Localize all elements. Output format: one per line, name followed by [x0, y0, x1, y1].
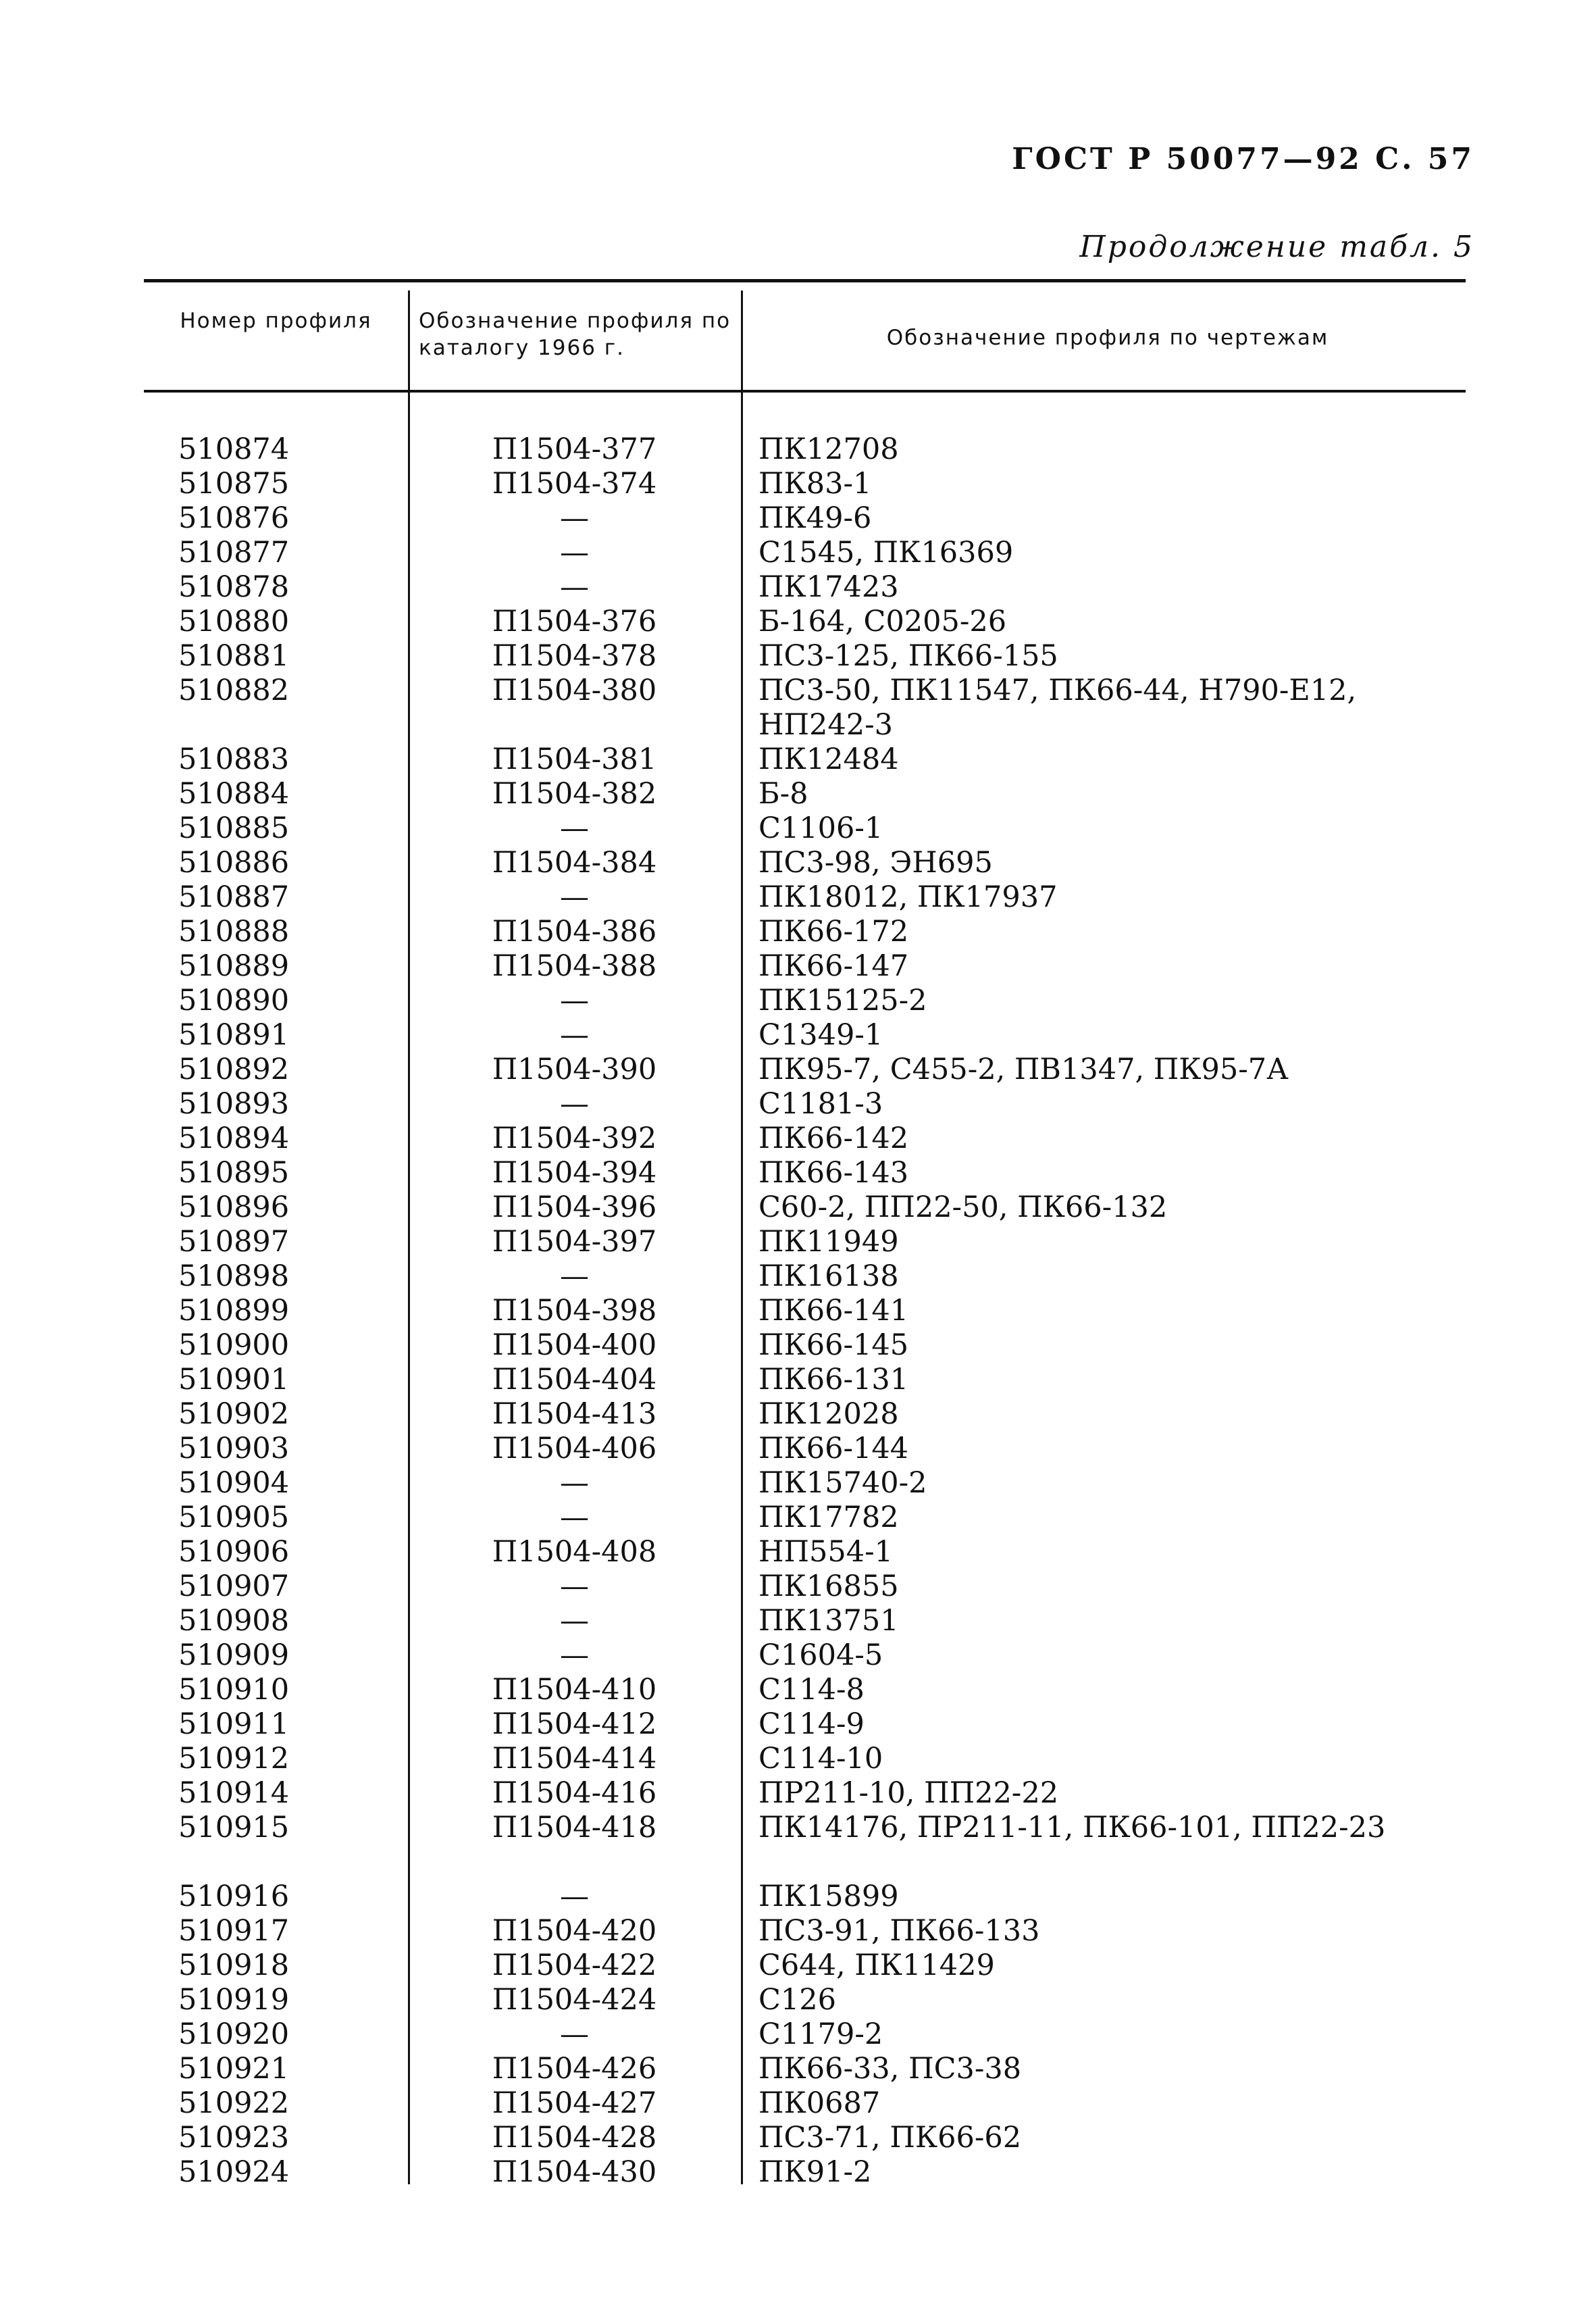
catalog-designation-cell: П1504-386 — [492, 915, 657, 949]
table-row — [0, 2121, 1596, 2155]
drawing-designation-cell: ПР211-10, ПП22-22 — [758, 1776, 1059, 1810]
drawing-designation-cell: ПК12708 — [758, 432, 899, 466]
table-row — [0, 915, 1596, 949]
table-row — [0, 1983, 1596, 2017]
catalog-designation-cell: П1504-408 — [492, 1535, 657, 1569]
catalog-designation-cell: П1504-416 — [492, 1776, 657, 1810]
table-row — [0, 811, 1596, 846]
profile-number-cell: 510875 — [178, 467, 290, 501]
drawing-designation-cell: ПК17782 — [758, 1501, 899, 1534]
drawing-designation-cell: С1349-1 — [758, 1018, 883, 1052]
drawing-designation-cell: Б-164, С0205-26 — [758, 605, 1007, 638]
catalog-designation-cell: П1504-390 — [492, 1053, 657, 1086]
drawing-designation-cell: ПК66-172 — [758, 915, 909, 949]
profile-number-cell: 510912 — [178, 1742, 290, 1776]
column-header-profile-number: Номер профиля — [180, 309, 372, 333]
catalog-designation-cell: — — [560, 1087, 589, 1121]
drawing-designation-cell: ПС3-71, ПК66-62 — [758, 2121, 1022, 2155]
drawing-designation-cell: Б-8 — [758, 777, 808, 811]
drawing-designation-cell: ПК11949 — [758, 1225, 899, 1259]
table-row — [0, 1948, 1596, 1983]
drawing-designation-cell: ПК15125-2 — [758, 984, 927, 1017]
table-row — [0, 2052, 1596, 2086]
profile-number-cell: 510910 — [178, 1673, 290, 1707]
table-row — [0, 605, 1596, 639]
catalog-designation-cell: П1504-378 — [492, 639, 657, 673]
table-row — [0, 1466, 1596, 1501]
table-row — [0, 2017, 1596, 2052]
drawing-designation-cell: ПК66-143 — [758, 1156, 909, 1190]
table-row — [0, 1190, 1596, 1225]
table-row — [0, 2086, 1596, 2121]
catalog-designation-cell: П1504-410 — [492, 1673, 657, 1707]
profile-number-cell: 510892 — [178, 1053, 290, 1086]
catalog-designation-cell: — — [560, 1259, 589, 1293]
drawing-designation-cell: ПК66-144 — [758, 1432, 909, 1465]
catalog-designation-cell: П1504-427 — [492, 2086, 657, 2120]
table-row — [0, 1259, 1596, 1294]
drawing-designation-cell: ПК49-6 — [758, 501, 872, 535]
table-row — [0, 1501, 1596, 1535]
drawing-designation-cell: ПК66-141 — [758, 1294, 909, 1328]
catalog-designation-cell: — — [560, 1604, 589, 1638]
catalog-designation-cell: П1504-374 — [492, 467, 657, 501]
column-header-drawing-designation: Обозначение профиля по чертежам — [886, 326, 1329, 350]
catalog-designation-cell: — — [560, 1466, 589, 1500]
profile-number-cell: 510886 — [178, 846, 290, 880]
catalog-designation-cell: П1504-422 — [492, 1948, 657, 1982]
table-row — [0, 984, 1596, 1018]
profile-number-cell: 510906 — [178, 1535, 290, 1569]
catalog-designation-cell: — — [560, 984, 589, 1017]
catalog-designation-cell: — — [560, 1880, 589, 1913]
table-row — [0, 1638, 1596, 1673]
profile-number-cell: 510900 — [178, 1328, 290, 1362]
drawing-designation-cell: С1106-1 — [758, 811, 883, 845]
drawing-designation-cell: С126 — [758, 1983, 836, 2017]
catalog-designation-cell: П1504-381 — [492, 743, 657, 776]
profile-number-cell: 510904 — [178, 1466, 290, 1500]
catalog-designation-cell: П1504-418 — [492, 1811, 657, 1844]
profile-number-cell: 510917 — [178, 1914, 290, 1948]
table-row — [0, 1707, 1596, 1742]
profile-number-cell: 510924 — [178, 2155, 290, 2189]
drawing-designation-cell: ПС3-50, ПК11547, ПК66-44, Н790-Е12, НП242-3 — [758, 674, 1357, 742]
table-row — [0, 1673, 1596, 1707]
profile-number-cell: 510923 — [178, 2121, 290, 2155]
table-row — [0, 743, 1596, 777]
catalog-designation-cell: — — [560, 1638, 589, 1672]
profile-number-cell: 510916 — [178, 1880, 290, 1913]
table-row — [0, 777, 1596, 811]
drawing-designation-cell: ПК66-33, ПС3-38 — [758, 2052, 1022, 2086]
table-row — [0, 1397, 1596, 1432]
table-row — [0, 1122, 1596, 1156]
drawing-designation-cell: С114-8 — [758, 1673, 865, 1707]
drawing-designation-cell: С114-9 — [758, 1707, 865, 1741]
catalog-designation-cell: П1504-428 — [492, 2121, 657, 2155]
drawing-designation-cell: С60-2, ПП22-50, ПК66-132 — [758, 1190, 1168, 1224]
catalog-designation-cell: П1504-394 — [492, 1156, 657, 1190]
table-row — [0, 639, 1596, 674]
profile-number-cell: 510899 — [178, 1294, 290, 1328]
drawing-designation-cell: ПК12028 — [758, 1397, 899, 1431]
profile-number-cell: 510880 — [178, 605, 290, 638]
table-header-rule — [144, 390, 1466, 393]
catalog-designation-cell: П1504-397 — [492, 1225, 657, 1259]
drawing-designation-cell: ПК17423 — [758, 570, 899, 604]
profile-number-cell: 510909 — [178, 1638, 290, 1672]
catalog-designation-cell: — — [560, 501, 589, 535]
profile-number-cell: 510921 — [178, 2052, 290, 2086]
drawing-designation-cell: С1181-3 — [758, 1087, 883, 1121]
profile-number-cell: 510894 — [178, 1122, 290, 1155]
profile-number-cell: 510908 — [178, 1604, 290, 1638]
profile-number-cell: 510901 — [178, 1363, 290, 1397]
drawing-designation-cell: ПК13751 — [758, 1604, 899, 1638]
drawing-designation-cell: ПК66-147 — [758, 949, 909, 983]
catalog-designation-cell: П1504-414 — [492, 1742, 657, 1776]
profile-number-cell: 510895 — [178, 1156, 290, 1190]
column-header-catalog-1966: Обозначение профиля по каталогу 1966 г. — [419, 309, 731, 360]
table-top-rule — [144, 279, 1466, 282]
table-row — [0, 467, 1596, 501]
drawing-designation-cell: С114-10 — [758, 1742, 883, 1776]
table-row — [0, 1328, 1596, 1363]
profile-number-cell: 510887 — [178, 880, 290, 914]
catalog-designation-cell: — — [560, 1569, 589, 1603]
catalog-designation-cell: — — [560, 811, 589, 845]
catalog-designation-cell: П1504-384 — [492, 846, 657, 880]
table-row — [0, 674, 1596, 743]
drawing-designation-cell: ПК83-1 — [758, 467, 872, 501]
table-continuation-label: Продолжение табл. 5 — [1079, 230, 1474, 264]
table-row — [0, 1604, 1596, 1638]
catalog-designation-cell: П1504-380 — [492, 674, 657, 707]
profile-number-cell: 510874 — [178, 432, 290, 466]
table-row — [0, 1053, 1596, 1087]
drawing-designation-cell: ПК12484 — [758, 743, 899, 776]
profile-number-cell: 510907 — [178, 1569, 290, 1603]
profile-number-cell: 510889 — [178, 949, 290, 983]
table-row — [0, 1432, 1596, 1466]
catalog-designation-cell: П1504-388 — [492, 949, 657, 983]
drawing-designation-cell: ПК18012, ПК17937 — [758, 880, 1058, 914]
drawing-designation-cell: ПК16138 — [758, 1259, 899, 1293]
profile-number-cell: 510891 — [178, 1018, 290, 1052]
profile-number-cell: 510885 — [178, 811, 290, 845]
catalog-designation-cell: П1504-412 — [492, 1707, 657, 1741]
catalog-designation-cell: П1504-376 — [492, 605, 657, 638]
profile-number-cell: 510897 — [178, 1225, 290, 1259]
table-row — [0, 1156, 1596, 1190]
table-row — [0, 846, 1596, 880]
profile-number-cell: 510881 — [178, 639, 290, 673]
profile-number-cell: 510882 — [178, 674, 290, 707]
drawing-designation-cell: ПС3-91, ПК66-133 — [758, 1914, 1040, 1948]
profile-number-cell: 510883 — [178, 743, 290, 776]
drawing-designation-cell: С1604-5 — [758, 1638, 883, 1672]
catalog-designation-cell: П1504-392 — [492, 1122, 657, 1155]
profile-number-cell: 510911 — [178, 1707, 290, 1741]
profile-number-cell: 510919 — [178, 1983, 290, 2017]
catalog-designation-cell: П1504-424 — [492, 1983, 657, 2017]
drawing-designation-cell: ПС3-98, ЭН695 — [758, 846, 993, 880]
table-row — [0, 1087, 1596, 1122]
profile-number-cell: 510903 — [178, 1432, 290, 1465]
profile-number-cell: 510922 — [178, 2086, 290, 2120]
catalog-designation-cell: — — [560, 880, 589, 914]
catalog-designation-cell: П1504-406 — [492, 1432, 657, 1465]
drawing-designation-cell: ПК66-142 — [758, 1122, 909, 1155]
profile-number-cell: 510893 — [178, 1087, 290, 1121]
drawing-designation-cell: ПК95-7, С455-2, ПВ1347, ПК95-7А — [758, 1053, 1289, 1086]
table-row — [0, 1294, 1596, 1328]
catalog-designation-cell: — — [560, 2017, 589, 2051]
table-row — [0, 1535, 1596, 1569]
drawing-designation-cell: ПК15740-2 — [758, 1466, 927, 1500]
profile-number-cell: 510905 — [178, 1501, 290, 1534]
catalog-designation-cell: — — [560, 1018, 589, 1052]
standard-header: ГОСТ Р 50077—92 С. 57 — [1012, 142, 1474, 176]
catalog-designation-cell: П1504-430 — [492, 2155, 657, 2189]
table-row — [0, 2155, 1596, 2190]
drawing-designation-cell: ПК15899 — [758, 1880, 899, 1913]
profile-number-cell: 510896 — [178, 1190, 290, 1224]
table-row — [0, 1363, 1596, 1397]
table-row — [0, 536, 1596, 570]
drawing-designation-cell: ПК14176, ПР211-11, ПК66-101, ПП22-23 — [758, 1811, 1386, 1844]
drawing-designation-cell: С1545, ПК16369 — [758, 536, 1014, 570]
drawing-designation-cell: ПК66-131 — [758, 1363, 909, 1397]
profile-number-cell: 510914 — [178, 1776, 290, 1810]
profile-number-cell: 510888 — [178, 915, 290, 949]
catalog-designation-cell: П1504-377 — [492, 432, 657, 466]
profile-number-cell: 510877 — [178, 536, 290, 570]
profile-number-cell: 510898 — [178, 1259, 290, 1293]
catalog-designation-cell: П1504-382 — [492, 777, 657, 811]
table-row — [0, 1914, 1596, 1948]
table-row — [0, 501, 1596, 536]
table-row — [0, 949, 1596, 984]
drawing-designation-cell: С644, ПК11429 — [758, 1948, 995, 1982]
profile-number-cell: 510902 — [178, 1397, 290, 1431]
table-row — [0, 1776, 1596, 1811]
catalog-designation-cell: П1504-398 — [492, 1294, 657, 1328]
profile-number-cell: 510876 — [178, 501, 290, 535]
table-row — [0, 570, 1596, 605]
profile-number-cell: 510878 — [178, 570, 290, 604]
catalog-designation-cell: П1504-396 — [492, 1190, 657, 1224]
table-row — [0, 1880, 1596, 1914]
drawing-designation-cell: ПК66-145 — [758, 1328, 909, 1362]
table-row — [0, 1018, 1596, 1053]
drawing-designation-cell: ПС3-125, ПК66-155 — [758, 639, 1058, 673]
drawing-designation-cell: С1179-2 — [758, 2017, 883, 2051]
profile-number-cell: 510920 — [178, 2017, 290, 2051]
table-row — [0, 1742, 1596, 1776]
table-row — [0, 1225, 1596, 1259]
drawing-designation-cell: НП554-1 — [758, 1535, 893, 1569]
table-row — [0, 1811, 1596, 1880]
profile-number-cell: 510890 — [178, 984, 290, 1017]
catalog-designation-cell: — — [560, 570, 589, 604]
catalog-designation-cell: — — [560, 1501, 589, 1534]
drawing-designation-cell: ПК0687 — [758, 2086, 881, 2120]
drawing-designation-cell: ПК16855 — [758, 1569, 899, 1603]
profile-number-cell: 510884 — [178, 777, 290, 811]
profile-number-cell: 510915 — [178, 1811, 290, 1844]
catalog-designation-cell: П1504-413 — [492, 1397, 657, 1431]
catalog-designation-cell: П1504-426 — [492, 2052, 657, 2086]
table-row — [0, 880, 1596, 915]
catalog-designation-cell: П1504-400 — [492, 1328, 657, 1362]
catalog-designation-cell: — — [560, 536, 589, 570]
table-row — [0, 1569, 1596, 1604]
drawing-designation-cell: ПК91-2 — [758, 2155, 872, 2189]
catalog-designation-cell: П1504-404 — [492, 1363, 657, 1397]
catalog-designation-cell: П1504-420 — [492, 1914, 657, 1948]
profile-number-cell: 510918 — [178, 1948, 290, 1982]
table-row — [0, 432, 1596, 467]
